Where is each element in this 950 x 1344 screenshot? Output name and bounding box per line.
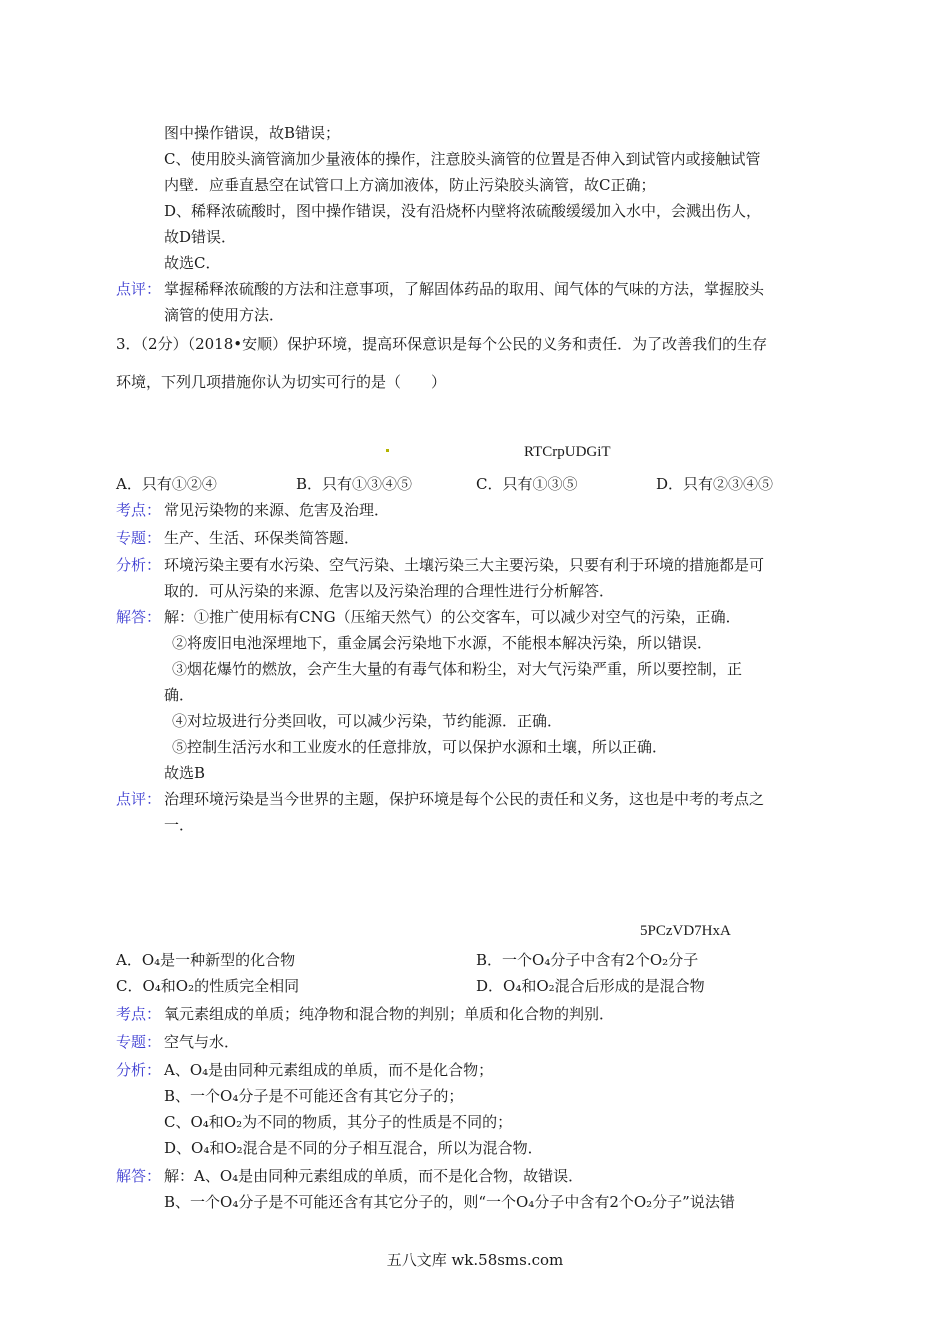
dianping-text: 一． — [164, 816, 195, 834]
comment-text: 掌握稀释浓硫酸的方法和注意事项，了解固体药品的取用、闻气体的气味的方法，掌握胶头 — [164, 280, 765, 298]
option-c: C．O₄和O₂的性质完全相同 — [116, 977, 300, 995]
zhuanti-text: 生产、生活、环保类简答题． — [164, 529, 360, 547]
fenxi-text: 取的．可从污染的来源、危害以及污染治理的合理性进行分析解答． — [164, 582, 615, 600]
zhuanti-label: 专题： — [116, 1033, 162, 1051]
zhuanti-label: 专题： — [116, 529, 162, 547]
jieda-text: 解：①推广使用标有CNG（压缩天然气）的公交客车，可以减少对空气的污染，正确． — [164, 608, 741, 626]
text-line: 图中操作错误，故B错误； — [164, 124, 341, 142]
jieda-label: 解答： — [116, 608, 162, 626]
option-b: B．一个O₄分子中含有2个O₂分子 — [476, 951, 699, 969]
dianping-label: 点评： — [116, 790, 162, 808]
option-c: C．只有①③⑤ — [476, 475, 578, 493]
option-d: D．O₄和O₂混合后形成的是混合物 — [476, 977, 705, 995]
watermark-code: 5PCzVD7HxA — [640, 923, 731, 939]
fenxi-text: B、一个O₄分子是不可能还含有其它分子的； — [164, 1087, 464, 1105]
fenxi-label: 分析： — [116, 556, 162, 574]
jieda-text: ⑤控制生活污水和工业废水的任意排放，可以保护水源和土壤，所以正确． — [172, 738, 668, 756]
fenxi-text: 环境污染主要有水污染、空气污染、土壤污染三大主要污染，只要有利于环境的措施都是可 — [164, 556, 765, 574]
option-a: A．O₄是一种新型的化合物 — [116, 951, 296, 969]
text-line: 故D错误． — [164, 228, 237, 246]
fenxi-text: C、O₄和O₂为不同的物质，其分子的性质是不同的； — [164, 1113, 513, 1131]
fenxi-text: D、O₄和O₂混合是不同的分子相互混合，所以为混合物． — [164, 1139, 543, 1157]
question-stem: 3．（2分）（2018•安顺）保护环境，提高环保意识是每个公民的义务和责任．为了改善我们的生存 — [116, 335, 768, 353]
comment-text: 滴管的使用方法． — [164, 306, 285, 324]
kaodian-text: 氧元素组成的单质；纯净物和混合物的判别；单质和化合物的判别． — [164, 1005, 615, 1023]
kaodian-label: 考点： — [116, 501, 162, 519]
text-line: 内壁．应垂直悬空在试管口上方滴加液体，防止污染胶头滴管，故C正确； — [164, 176, 656, 194]
kaodian-label: 考点： — [116, 1005, 162, 1023]
jieda-text: ④对垃圾进行分类回收，可以减少污染，节约能源．正确． — [172, 712, 563, 730]
jieda-text: B、一个O₄分子是不可能还含有其它分子的，则“一个O₄分子中含有2个O₂分子”说法错 — [164, 1193, 735, 1211]
zhuanti-text: 空气与水． — [164, 1033, 240, 1051]
text-line: C、使用胶头滴管滴加少量液体的操作，注意胶头滴管的位置是否伸入到试管内或接触试管 — [164, 150, 761, 168]
jieda-text: ③烟花爆竹的燃放，会产生大量的有毒气体和粉尘，对大气污染严重，所以要控制，正 — [172, 660, 743, 678]
jieda-text: 解：A、O₄是由同种元素组成的单质，而不是化合物，故错误． — [164, 1167, 584, 1185]
text-line: D、稀释浓硫酸时，图中操作错误，没有沿烧杯内壁将浓硫酸缓缓加入水中，会溅出伤人， — [164, 202, 762, 220]
option-a: A．只有①②④ — [116, 475, 217, 493]
jieda-text: ②将废旧电池深埋地下，重金属会污染地下水源，不能根本解决污染，所以错误． — [172, 634, 713, 652]
dianping-text: 治理环境污染是当今世界的主题，保护环境是每个公民的责任和义务，这也是中考的考点之 — [164, 790, 765, 808]
page-footer: 五八文库 wk.58sms.com — [386, 1251, 564, 1269]
jieda-text: 确． — [164, 686, 195, 704]
image-placeholder-dot — [386, 449, 389, 452]
fenxi-label: 分析： — [116, 1061, 162, 1079]
comment-label: 点评： — [116, 280, 162, 298]
kaodian-text: 常见污染物的来源、危害及治理． — [164, 501, 390, 519]
option-b: B．只有①③④⑤ — [296, 475, 413, 493]
fenxi-text: A、O₄是由同种元素组成的单质，而不是化合物； — [164, 1061, 494, 1079]
jieda-text: 故选B — [164, 764, 206, 782]
watermark-code: RTCrpUDGiT — [524, 444, 611, 460]
option-d: D．只有②③④⑤ — [656, 475, 774, 493]
text-line: 故选C． — [164, 254, 221, 272]
jieda-label: 解答： — [116, 1167, 162, 1185]
question-stem: 环境，下列几项措施你认为切实可行的是（ ） — [116, 373, 447, 391]
